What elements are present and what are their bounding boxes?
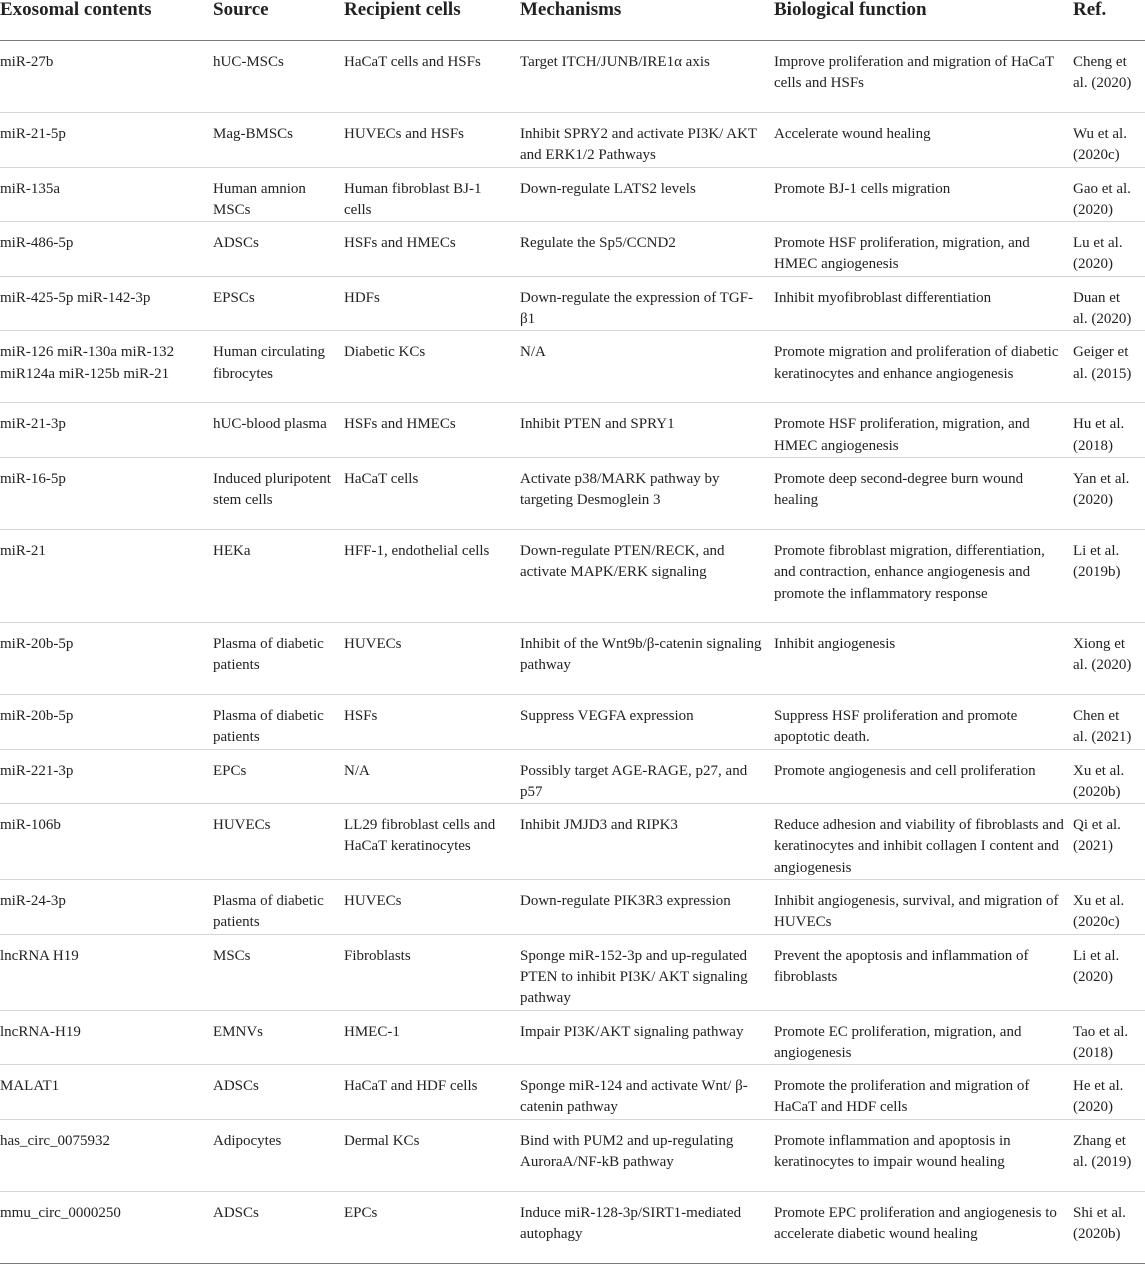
cell-ref: Xu et al. (2020b) xyxy=(1073,749,1145,804)
cell-source: hUC-blood plasma xyxy=(213,403,344,458)
cell-exosomal-contents: mmu_circ_0000250 xyxy=(0,1191,213,1263)
cell-recipient-cells: HaCaT cells xyxy=(344,457,520,529)
cell-exosomal-contents: lncRNA H19 xyxy=(0,934,213,1010)
table-row xyxy=(0,457,1145,529)
cell-ref: Yan et al. (2020) xyxy=(1073,457,1145,529)
table-row xyxy=(0,1119,1145,1191)
table-row xyxy=(0,622,1145,694)
cell-recipient-cells: Fibroblasts xyxy=(344,934,520,1010)
cell-exosomal-contents: miR-135a xyxy=(0,167,213,222)
table-row xyxy=(0,1065,1145,1120)
cell-mechanisms: Bind with PUM2 and up-regulating AuroraA/NF-kB pathway xyxy=(520,1119,774,1191)
cell-exosomal-contents: miR-20b-5p xyxy=(0,622,213,694)
cell-mechanisms: Regulate the Sp5/CCND2 xyxy=(520,222,774,277)
cell-mechanisms: Inhibit of the Wnt9b/β-catenin signaling pathway xyxy=(520,622,774,694)
cell-ref: He et al. (2020) xyxy=(1073,1065,1145,1120)
cell-source: hUC-MSCs xyxy=(213,41,344,113)
cell-biological-function: Promote deep second-degree burn wound healing xyxy=(774,457,1073,529)
table-row xyxy=(0,694,1145,749)
cell-ref: Lu et al. (2020) xyxy=(1073,222,1145,277)
cell-mechanisms: Sponge miR-124 and activate Wnt/ β-catenin pathway xyxy=(520,1065,774,1120)
header-mechanisms: Mechanisms xyxy=(520,0,774,41)
cell-biological-function: Promote HSF proliferation, migration, and HMEC angiogenesis xyxy=(774,222,1073,277)
cell-ref: Gao et al. (2020) xyxy=(1073,167,1145,222)
cell-biological-function: Inhibit myofibroblast differentiation xyxy=(774,276,1073,331)
cell-biological-function: Inhibit angiogenesis, survival, and migration of HUVECs xyxy=(774,880,1073,935)
cell-recipient-cells: N/A xyxy=(344,749,520,804)
cell-ref: Li et al. (2019b) xyxy=(1073,529,1145,622)
cell-ref: Hu et al. (2018) xyxy=(1073,403,1145,458)
cell-mechanisms: Sponge miR-152-3p and up-regulated PTEN to inhibit PI3K/ AKT signaling pathway xyxy=(520,934,774,1010)
cell-source: Human amnion MSCs xyxy=(213,167,344,222)
cell-mechanisms: N/A xyxy=(520,331,774,403)
cell-ref: Qi et al. (2021) xyxy=(1073,804,1145,880)
cell-recipient-cells: HUVECs xyxy=(344,880,520,935)
cell-mechanisms: Inhibit PTEN and SPRY1 xyxy=(520,403,774,458)
cell-mechanisms: Impair PI3K/AKT signaling pathway xyxy=(520,1010,774,1065)
table-row xyxy=(0,222,1145,277)
cell-recipient-cells: Human fibroblast BJ-1 cells xyxy=(344,167,520,222)
cell-source: ADSCs xyxy=(213,1065,344,1120)
cell-source: HUVECs xyxy=(213,804,344,880)
cell-source: Plasma of diabetic patients xyxy=(213,622,344,694)
table-row xyxy=(0,403,1145,458)
cell-recipient-cells: HDFs xyxy=(344,276,520,331)
table-row xyxy=(0,529,1145,622)
cell-biological-function: Improve proliferation and migration of HaCaT cells and HSFs xyxy=(774,41,1073,113)
cell-biological-function: Prevent the apoptosis and inflammation of fibroblasts xyxy=(774,934,1073,1010)
cell-recipient-cells: HUVECs xyxy=(344,622,520,694)
cell-source: ADSCs xyxy=(213,1191,344,1263)
cell-mechanisms: Inhibit SPRY2 and activate PI3K/ AKT and ERK1/2 Pathways xyxy=(520,113,774,168)
table-row xyxy=(0,804,1145,880)
cell-ref: Xiong et al. (2020) xyxy=(1073,622,1145,694)
cell-biological-function: Promote migration and proliferation of diabetic keratinocytes and enhance angiogenesis xyxy=(774,331,1073,403)
cell-ref: Li et al. (2020) xyxy=(1073,934,1145,1010)
table-row xyxy=(0,880,1145,935)
cell-mechanisms: Possibly target AGE-RAGE, p27, and p57 xyxy=(520,749,774,804)
cell-mechanisms: Down-regulate LATS2 levels xyxy=(520,167,774,222)
cell-mechanisms: Activate p38/MARK pathway by targeting Desmoglein 3 xyxy=(520,457,774,529)
cell-exosomal-contents: lncRNA-H19 xyxy=(0,1010,213,1065)
table-row xyxy=(0,167,1145,222)
cell-exosomal-contents: miR-27b xyxy=(0,41,213,113)
cell-biological-function: Promote angiogenesis and cell proliferation xyxy=(774,749,1073,804)
cell-mechanisms: Suppress VEGFA expression xyxy=(520,694,774,749)
cell-biological-function: Promote EPC proliferation and angiogenesis to accelerate diabetic wound healing xyxy=(774,1191,1073,1263)
cell-source: Adipocytes xyxy=(213,1119,344,1191)
cell-recipient-cells: Dermal KCs xyxy=(344,1119,520,1191)
cell-recipient-cells: LL29 fibroblast cells and HaCaT keratinocytes xyxy=(344,804,520,880)
cell-source: Mag-BMSCs xyxy=(213,113,344,168)
cell-biological-function: Accelerate wound healing xyxy=(774,113,1073,168)
cell-ref: Duan et al. (2020) xyxy=(1073,276,1145,331)
cell-source: EMNVs xyxy=(213,1010,344,1065)
cell-biological-function: Suppress HSF proliferation and promote apoptotic death. xyxy=(774,694,1073,749)
table-row xyxy=(0,934,1145,1010)
cell-mechanisms: Target ITCH/JUNB/IRE1α axis xyxy=(520,41,774,113)
cell-biological-function: Promote inflammation and apoptosis in keratinocytes to impair wound healing xyxy=(774,1119,1073,1191)
cell-exosomal-contents: miR-221-3p xyxy=(0,749,213,804)
cell-exosomal-contents: miR-106b xyxy=(0,804,213,880)
cell-source: Plasma of diabetic patients xyxy=(213,880,344,935)
cell-exosomal-contents: MALAT1 xyxy=(0,1065,213,1120)
cell-source: Induced pluripotent stem cells xyxy=(213,457,344,529)
cell-recipient-cells: HSFs and HMECs xyxy=(344,222,520,277)
cell-recipient-cells: HUVECs and HSFs xyxy=(344,113,520,168)
table-row xyxy=(0,113,1145,168)
cell-recipient-cells: HFF-1, endothelial cells xyxy=(344,529,520,622)
cell-ref: Shi et al. (2020b) xyxy=(1073,1191,1145,1263)
cell-source: Human circulating fibrocytes xyxy=(213,331,344,403)
cell-biological-function: Promote BJ-1 cells migration xyxy=(774,167,1073,222)
cell-mechanisms: Inhibit JMJD3 and RIPK3 xyxy=(520,804,774,880)
cell-source: MSCs xyxy=(213,934,344,1010)
cell-mechanisms: Induce miR-128-3p/SIRT1-mediated autophagy xyxy=(520,1191,774,1263)
cell-biological-function: Inhibit angiogenesis xyxy=(774,622,1073,694)
cell-exosomal-contents: miR-21 xyxy=(0,529,213,622)
cell-ref: Zhang et al. (2019) xyxy=(1073,1119,1145,1191)
cell-source: EPCs xyxy=(213,749,344,804)
header-source: Source xyxy=(213,0,344,41)
cell-biological-function: Promote HSF proliferation, migration, and HMEC angiogenesis xyxy=(774,403,1073,458)
table-row xyxy=(0,1010,1145,1065)
header-row xyxy=(0,0,1145,41)
cell-recipient-cells: HMEC-1 xyxy=(344,1010,520,1065)
cell-recipient-cells: HaCaT cells and HSFs xyxy=(344,41,520,113)
cell-mechanisms: Down-regulate PTEN/RECK, and activate MAPK/ERK signaling xyxy=(520,529,774,622)
cell-exosomal-contents: miR-425-5p miR-142-3p xyxy=(0,276,213,331)
cell-ref: Chen et al. (2021) xyxy=(1073,694,1145,749)
table-row xyxy=(0,276,1145,331)
cell-recipient-cells: EPCs xyxy=(344,1191,520,1263)
table-row xyxy=(0,749,1145,804)
cell-exosomal-contents: miR-20b-5p xyxy=(0,694,213,749)
cell-exosomal-contents: miR-126 miR-130a miR-132 miR124a miR-125b miR-21 xyxy=(0,331,213,403)
table-body xyxy=(0,41,1145,1264)
cell-source: Plasma of diabetic patients xyxy=(213,694,344,749)
cell-biological-function: Promote EC proliferation, migration, and angiogenesis xyxy=(774,1010,1073,1065)
cell-biological-function: Reduce adhesion and viability of fibroblasts and keratinocytes and inhibit collagen I content and angiogenesis xyxy=(774,804,1073,880)
cell-exosomal-contents: miR-24-3p xyxy=(0,880,213,935)
cell-mechanisms: Down-regulate the expression of TGF-β1 xyxy=(520,276,774,331)
header-ref: Ref. xyxy=(1073,0,1145,41)
cell-ref: Geiger et al. (2015) xyxy=(1073,331,1145,403)
cell-source: ADSCs xyxy=(213,222,344,277)
cell-recipient-cells: HSFs and HMECs xyxy=(344,403,520,458)
cell-recipient-cells: HSFs xyxy=(344,694,520,749)
cell-ref: Wu et al. (2020c) xyxy=(1073,113,1145,168)
header-exosomal-contents: Exosomal contents xyxy=(0,0,213,41)
cell-mechanisms: Down-regulate PIK3R3 expression xyxy=(520,880,774,935)
table-row xyxy=(0,1191,1145,1263)
header-recipient-cells: Recipient cells xyxy=(344,0,520,41)
cell-exosomal-contents: miR-21-3p xyxy=(0,403,213,458)
cell-ref: Cheng et al. (2020) xyxy=(1073,41,1145,113)
header-biological-function: Biological function xyxy=(774,0,1073,41)
cell-source: HEKa xyxy=(213,529,344,622)
cell-ref: Xu et al. (2020c) xyxy=(1073,880,1145,935)
cell-ref: Tao et al. (2018) xyxy=(1073,1010,1145,1065)
cell-exosomal-contents: miR-21-5p xyxy=(0,113,213,168)
cell-exosomal-contents: miR-486-5p xyxy=(0,222,213,277)
cell-recipient-cells: Diabetic KCs xyxy=(344,331,520,403)
table-row xyxy=(0,41,1145,113)
table-row xyxy=(0,331,1145,403)
cell-biological-function: Promote fibroblast migration, differentiation, and contraction, enhance angiogenesis and promote the inflammatory response xyxy=(774,529,1073,622)
cell-source: EPSCs xyxy=(213,276,344,331)
cell-exosomal-contents: miR-16-5p xyxy=(0,457,213,529)
cell-biological-function: Promote the proliferation and migration of HaCaT and HDF cells xyxy=(774,1065,1073,1120)
cell-exosomal-contents: has_circ_0075932 xyxy=(0,1119,213,1191)
cell-recipient-cells: HaCaT and HDF cells xyxy=(344,1065,520,1120)
